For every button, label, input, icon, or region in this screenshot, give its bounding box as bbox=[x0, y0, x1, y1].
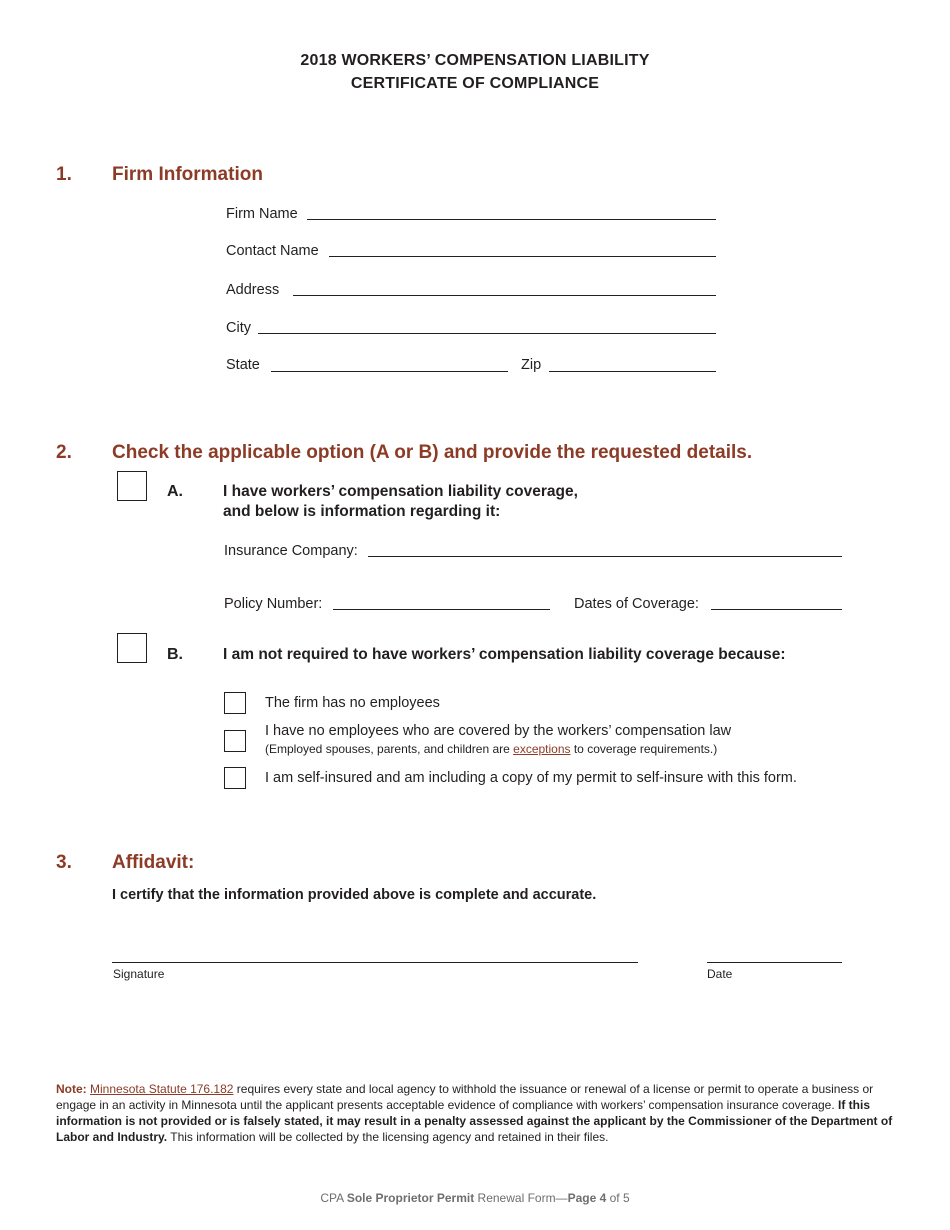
insurance-company-label: Insurance Company: bbox=[224, 543, 358, 559]
self-insured-checkbox[interactable] bbox=[224, 767, 246, 789]
footer-page-label: Page 4 bbox=[567, 1191, 607, 1205]
page-footer bbox=[0, 1191, 950, 1205]
insurance-company-field[interactable] bbox=[368, 556, 842, 557]
section3-heading: Affidavit: bbox=[112, 852, 195, 873]
dates-of-coverage-label: Dates of Coverage: bbox=[574, 596, 699, 612]
option-a-checkbox[interactable] bbox=[117, 471, 147, 501]
state-field[interactable] bbox=[271, 371, 508, 372]
policy-number-field[interactable] bbox=[333, 609, 550, 610]
no-employees-label: The firm has no employees bbox=[265, 695, 440, 711]
zip-label: Zip bbox=[521, 357, 542, 373]
note-text2: This information will be collected by the licensing agency and retained in their files. bbox=[167, 1130, 609, 1144]
policy-number-label: Policy Number: bbox=[224, 596, 323, 612]
note-bold-text: If this information is not provided or is falsely stated, it may result in a penalty assessed against the applicant by the Commissioner of the Department of Labor and Industry. bbox=[56, 1098, 893, 1144]
not-covered-checkbox[interactable] bbox=[224, 730, 246, 752]
note-text1: requires every state and local agency to withhold the issuance or renewal of a license or permit to operate a business or engage in an activity in Minnesota until the applicant presents acceptable evidence of compliance with workers’ compensation insurance coverage. bbox=[56, 1082, 874, 1112]
self-insured-label: I am self-insured and am including a copy of my permit to self-insure with this form. bbox=[265, 770, 797, 786]
exceptions-link[interactable]: exceptions bbox=[513, 742, 571, 756]
city-label: City bbox=[226, 320, 251, 336]
section1-heading: Firm Information bbox=[112, 164, 263, 185]
affidavit-statement: I certify that the information provided above is complete and accurate. bbox=[112, 887, 597, 903]
section2-number: 2. bbox=[56, 442, 72, 463]
contact-name-label: Contact Name bbox=[226, 243, 319, 259]
address-field[interactable] bbox=[293, 295, 716, 296]
footer-suffix: of 5 bbox=[606, 1191, 630, 1205]
section3-number: 3. bbox=[56, 852, 72, 873]
option-b-checkbox[interactable] bbox=[117, 633, 147, 663]
firm-name-label: Firm Name bbox=[226, 206, 298, 222]
zip-field[interactable] bbox=[549, 371, 716, 372]
date-label: Date bbox=[707, 967, 733, 981]
state-label: State bbox=[226, 357, 260, 373]
section1-number: 1. bbox=[56, 164, 72, 185]
option-b-text: I am not required to have workers’ compensation liability coverage because: bbox=[223, 646, 786, 663]
form-title-line2: CERTIFICATE OF COMPLIANCE bbox=[350, 75, 600, 92]
footer-form-name: Sole Proprietor Permit bbox=[346, 1191, 475, 1205]
section2-heading: Check the applicable option (A or B) and provide the requested details. bbox=[112, 442, 753, 463]
signature-label: Signature bbox=[113, 967, 165, 981]
option-a-text bbox=[223, 482, 578, 522]
dates-of-coverage-field[interactable] bbox=[711, 609, 842, 610]
compliance-note bbox=[56, 1081, 894, 1145]
not-covered-note bbox=[265, 742, 717, 756]
statute-link[interactable]: Minnesota Statute 176.182 bbox=[90, 1082, 234, 1096]
option-b-letter: B. bbox=[167, 646, 183, 663]
option-a-text-line2: and below is information regarding it: bbox=[223, 503, 501, 520]
not-covered-label: I have no employees who are covered by the workers’ compensation law bbox=[265, 723, 732, 739]
address-label: Address bbox=[226, 282, 280, 298]
not-covered-note-post: to coverage requirements.) bbox=[570, 742, 718, 756]
signature-field[interactable] bbox=[112, 962, 638, 963]
footer-prefix: CPA bbox=[320, 1191, 347, 1205]
option-a-text-line1: I have workers’ compensation liability coverage, bbox=[223, 483, 578, 500]
form-title-line1: 2018 WORKERS’ COMPENSATION LIABILITY bbox=[300, 52, 650, 69]
city-field[interactable] bbox=[258, 333, 716, 334]
contact-name-field[interactable] bbox=[329, 256, 716, 257]
footer-middle: Renewal Form— bbox=[474, 1191, 568, 1205]
date-field[interactable] bbox=[707, 962, 842, 963]
not-covered-note-pre: (Employed spouses, parents, and children are bbox=[265, 742, 514, 756]
option-a-letter: A. bbox=[167, 483, 183, 500]
no-employees-checkbox[interactable] bbox=[224, 692, 246, 714]
note-label: Note: bbox=[56, 1082, 87, 1096]
firm-name-field[interactable] bbox=[307, 219, 716, 220]
